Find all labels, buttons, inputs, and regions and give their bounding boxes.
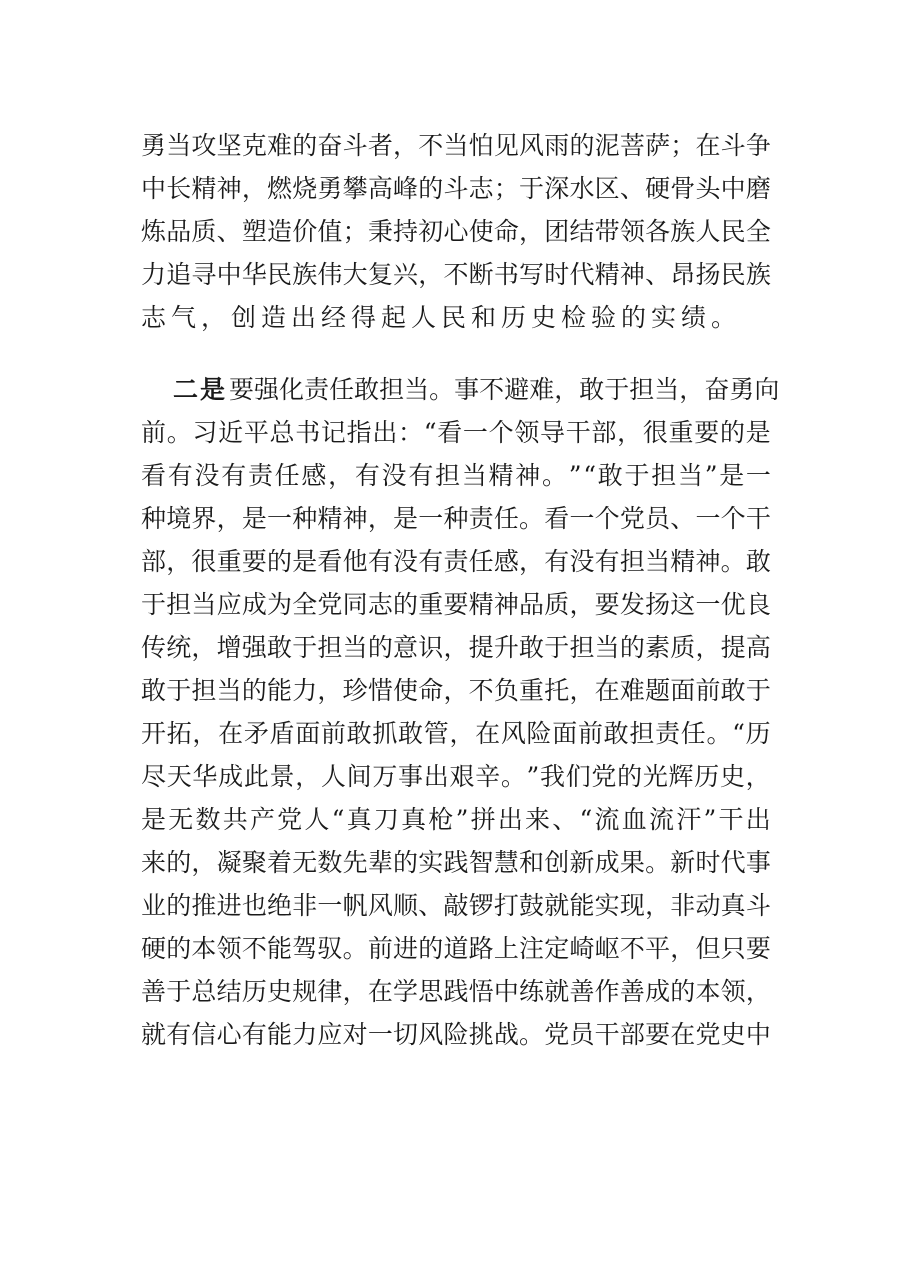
- text-line: 敢 于 担 当 的 能 力 ， 珍 惜 使 命 ， 不 负 重 托 ， 在 难 题 面 前 敢 于: [141, 676, 771, 705]
- first-line-rest: 要 强 化 责 任 敢 担 当 。 事 不 避 难 ， 敢 于 担 当 ， 奋 勇 向: [229, 375, 780, 404]
- text-line: 前 。 习 近 平 总 书 记 指 出 ： “ 看 一 个 领 导 干 部 ， 很 重 要 的 是: [141, 418, 771, 447]
- text-line: 开 拓 ， 在 矛 盾 面 前 敢 抓 敢 管 ， 在 风 险 面 前 敢 担 责 任 。 “ 历: [141, 719, 771, 748]
- text-line: 于 担 当 应 成 为 全 党 同 志 的 重 要 精 神 品 质 ， 要 发 扬 这 一 优 良: [141, 590, 771, 619]
- text-line: 来 的 ， 凝 聚 着 无 数 先 辈 的 实 践 智 慧 和 创 新 成 果 。 新 时 代 事: [141, 848, 771, 877]
- text-line: 看 有 没 有 责 任 感 ， 有 没 有 担 当 精 神 。 ” “ 敢 于 担 当 ” 是 一: [141, 461, 771, 490]
- text-line-last: 志气，创造出经得起人民和历史检验的实绩。: [141, 303, 742, 332]
- text-line: 就 有 信 心 有 能 力 应 对 一 切 风 险 挑 战 。 党 员 干 部 要 在 党 史 中: [141, 1020, 771, 1049]
- paragraph-gap: [141, 339, 771, 368]
- lead-bold: 二是: [173, 375, 228, 404]
- text-line: 部 ， 很 重 要 的 是 看 他 有 没 有 责 任 感 ， 有 没 有 担 当 精 神 。 敢: [141, 547, 771, 576]
- document-page: [141, 124, 780, 1056]
- text-line: 善 于 总 结 历 史 规 律 ， 在 学 思 践 悟 中 练 就 善 作 善 成 的 本 领 ，: [141, 977, 771, 1006]
- text-line: 勇 当 攻 坚 克 难 的 奋 斗 者 ， 不 当 怕 见 风 雨 的 泥 菩 萨 ； 在 斗 争: [141, 131, 771, 160]
- text-line: 业 的 推 进 也 绝 非 一 帆 风 顺 、 敲 锣 打 鼓 就 能 实 现 ， 非 动 真 斗: [141, 891, 771, 920]
- text-line: 中 长 精 神 ， 燃 烧 勇 攀 高 峰 的 斗 志 ； 于 深 水 区 、 硬 骨 头 中 磨: [141, 174, 771, 203]
- text-line: 尽 天 华 成 此 景 ， 人 间 万 事 出 艰 辛 。 ” 我 们 党 的 光 辉 历 史 ，: [141, 762, 771, 791]
- text-line: 传 统 ， 增 强 敢 于 担 当 的 意 识 ， 提 升 敢 于 担 当 的 素 质 ， 提 高: [141, 633, 771, 662]
- paragraph-2: [141, 368, 780, 1056]
- paragraph-1: [141, 124, 771, 339]
- text-line: 是 无 数 共 产 党 人 “ 真 刀 真 枪 ” 拼 出 来 、 “ 流 血 流 汗 ” 干 出: [141, 805, 771, 834]
- text-line: 炼 品 质 、 塑 造 价 值 ； 秉 持 初 心 使 命 ， 团 结 带 领 各 族 人 民 全: [141, 217, 771, 246]
- text-line: 硬 的 本 领 不 能 驾 驭 。 前 进 的 道 路 上 注 定 崎 岖 不 平 ， 但 只 要: [141, 934, 771, 963]
- text-line: 种 境 界 ， 是 一 种 精 神 ， 是 一 种 责 任 。 看 一 个 党 员 、 一 个 干: [141, 504, 771, 533]
- text-line: 力 追 寻 中 华 民 族 伟 大 复 兴 ， 不 断 书 写 时 代 精 神 、 昂 扬 民 族: [141, 260, 771, 289]
- text-line-first: [141, 368, 780, 411]
